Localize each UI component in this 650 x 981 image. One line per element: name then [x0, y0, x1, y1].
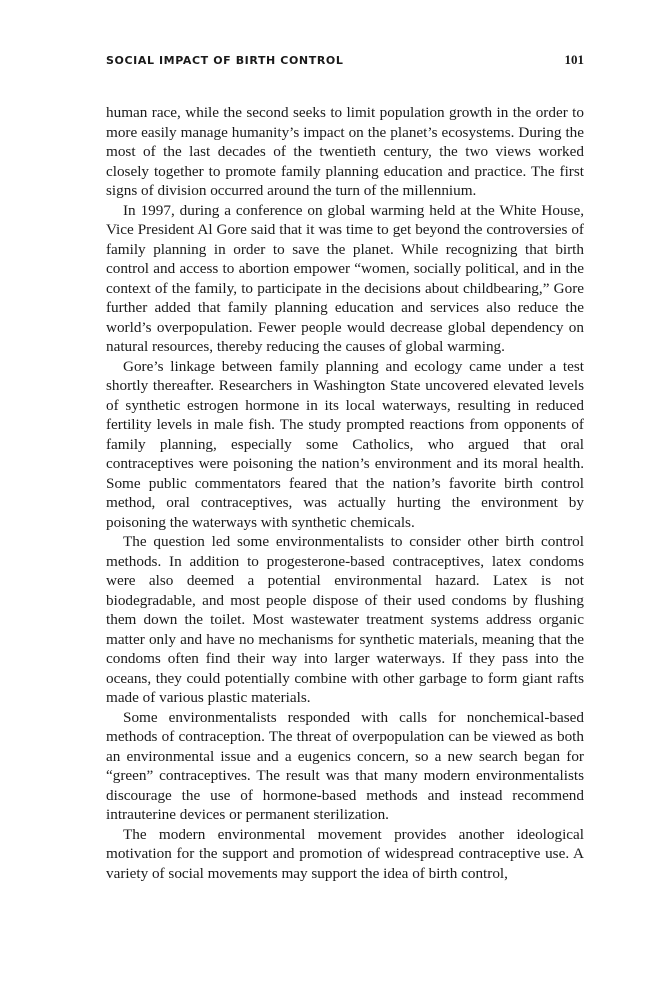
- page-number: 101: [564, 52, 584, 67]
- book-page: [106, 52, 584, 883]
- paragraph-gore-conference: In 1997, during a conference on global warming held at the White House, Vice President Al Gore said that it was time to get beyond the controversies of family planning in order to save the planet. While recognizing that birth control and access to abortion empower “women, socially political, and in the context of the family, to participate in the decisions about childbearing,” Gore further added that family planning education and services also reduce the world’s overpopulation. Fewer people would decrease global dependency on natural resources, thereby reducing the causes of global warming.: [106, 201, 584, 355]
- paragraph-green-contraceptives: Some environmentalists responded with calls for nonchemical-based methods of contraception. The threat of overpopulation can be viewed as both an environmental issue and a eugenics concern, so a new search began for “green” contraceptives. The result was that many modern environmentalists discourage the use of hormone-based methods and instead recommend intrauterine devices or permanent sterilization.: [106, 708, 584, 823]
- paragraph-gore-linkage: Gore’s linkage between family planning and ecology came under a test shortly thereafter. Researchers in Washington State uncovered elevated levels of synthetic estrogen hormone in its local waterways, resulting in reduced fertility levels in male fish. The study prompted reactions from opponents of family planning, especially some Catholics, who argued that oral contraceptives were poisoning the nation’s environment and its moral health. Some public commentators feared that the nation’s favorite birth control method, oral contraceptives, was actually hurting the environment by poisoning the waterways with synthetic chemicals.: [106, 357, 584, 531]
- body-text: [106, 103, 584, 883]
- paragraph-other-methods: The question led some environmentalists to consider other birth control methods. In addition to progesterone-based contraceptives, latex condoms were also deemed a potential environmental hazard. Latex is not biodegradable, and most people dispose of their used condoms by flushing them down the toilet. Most wastewater treatment systems address organic matter only and have no mechanisms for synthetic materials, meaning that the condoms often find their way into larger waterways. If they pass into the oceans, they could potentially combine with other garbage to form giant rafts made of various plastic materials.: [106, 533, 584, 706]
- paragraph-environmental-movement: The modern environmental movement provides another ideological motivation for the support and promotion of widespread contraceptive use. A variety of social movements may support the idea of birth control,: [106, 825, 584, 882]
- running-head: [106, 52, 584, 72]
- running-head-title: SOCIAL IMPACT OF BIRTH CONTROL: [106, 54, 344, 67]
- paragraph-continued: human race, while the second seeks to limit population growth in the order to more easily manage humanity’s impact on the planet’s ecosystems. During the most of the last decades of the twentieth century, the two views worked closely together to promote family planning education and practice. The first signs of division occurred around the turn of the millennium.: [106, 104, 584, 199]
